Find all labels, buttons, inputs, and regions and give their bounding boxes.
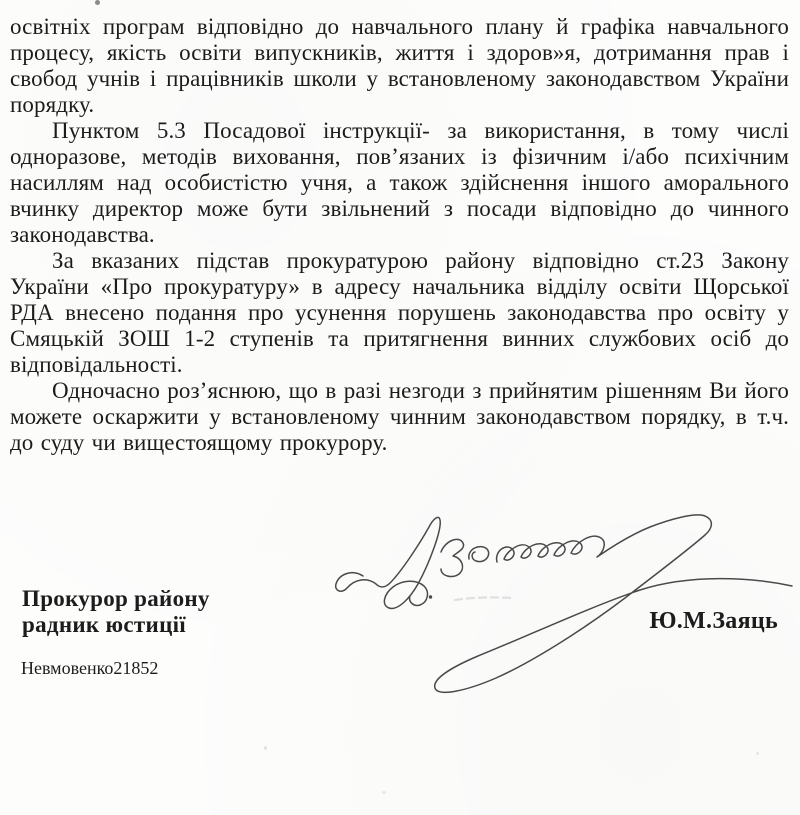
signer-role-block	[22, 586, 210, 638]
scan-artifact	[382, 791, 386, 794]
paragraph-job-instruction-5-3: Пунктом 5.3 Посадової інструкції- за використання, в тому числі одноразове, методів виховання, пов’язаних із фізичним і/або психічним насиллям над особистістю учня, а також здійснення іншого аморального вчинку директор може бути звільнений з посади відповідно до чинного законодавства.	[10, 118, 789, 247]
scan-artifact	[95, 0, 100, 5]
signer-role-line1: Прокурор району	[22, 586, 210, 611]
paragraph-appeal-rights: Одночасно роз’яснюю, що в разі незгоди з прийнятим рішенням Ви його можете оскаржити у встановленому чинним законодавством порядку, в т.ч. до суду чи вищестоящому прокурору.	[10, 378, 789, 455]
handwritten-signature	[320, 495, 800, 715]
paragraph-prosecutor-submission: За вказаних підстав прокуратурою району відповідно ст.23 Закону України «Про прокуратуру» в адресу начальника відділу освіти Щорської РДА внесено подання про усунення порушень законодавства про освіту у Смяцькій ЗОШ 1-2 ступенів та притягнення винних службових осіб до відповідальності.	[10, 248, 789, 377]
signer-name: Ю.М.Заяць	[649, 608, 778, 634]
paragraph-duties-continuation: освітніх програм відповідно до навчального плану й графіка навчального процесу, якість освіти випускників, життя і здоров»я, дотримання прав і свобод учнів і працівників школи у встановленому законодавством України порядку.	[10, 14, 789, 117]
executor-reference: Невмовенко21852	[21, 658, 159, 678]
scan-artifact	[756, 752, 759, 755]
signer-role-line2: радник юстиції	[22, 612, 186, 637]
scan-artifact	[264, 746, 267, 750]
